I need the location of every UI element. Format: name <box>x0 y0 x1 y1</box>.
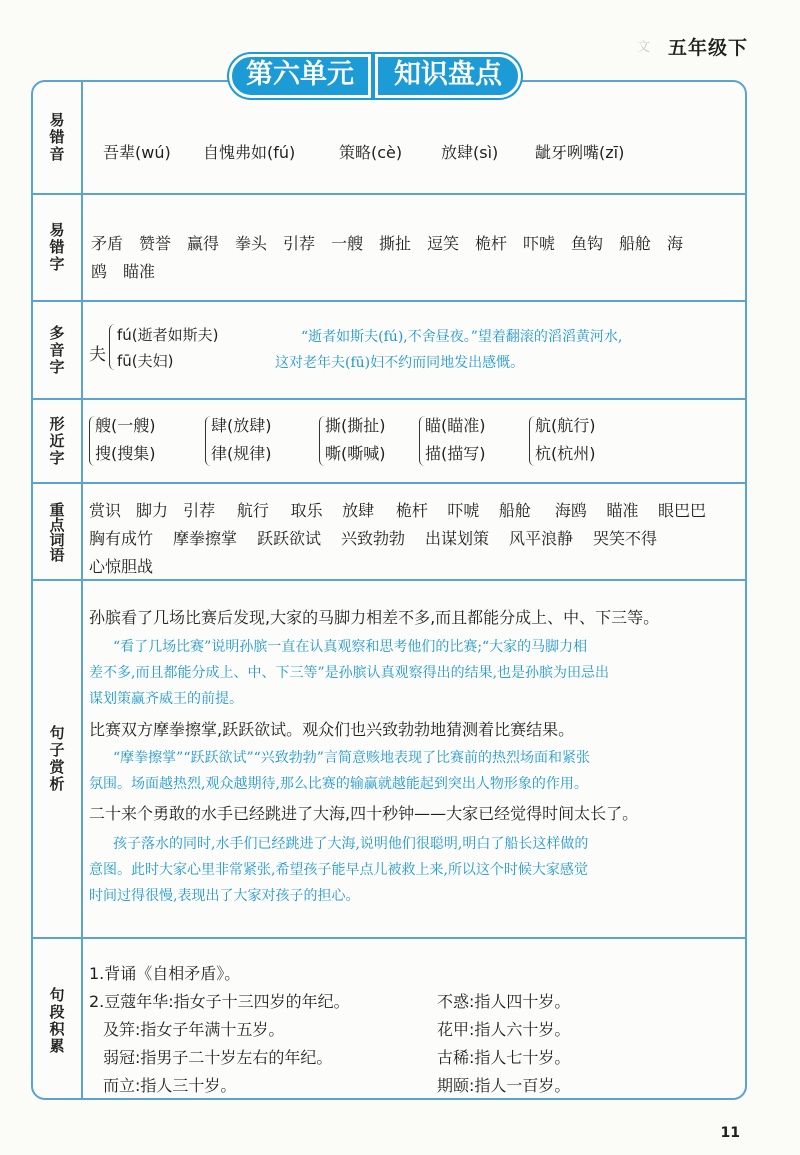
key-phrase: 跃跃欲试 <box>257 529 322 548</box>
sentence-note: 谋划策赢齐威王的前提。 <box>89 691 243 707</box>
section-label: 多音字 <box>33 302 83 398</box>
pronunciation-item: 放肆(sì) <box>441 143 499 162</box>
pronunciation-item: 策略(cè) <box>339 143 403 162</box>
content-frame <box>31 80 747 1100</box>
key-phrase: 引荐 <box>183 501 216 520</box>
sentence-text: 比赛双方摩拳擦掌,跃跃欲试。观众们也兴致勃勃地猜测着比赛结果。 <box>89 720 575 739</box>
wrong-char-word: 引荐 <box>283 234 316 253</box>
sentence-note: 孩子落水的同时,水手们已经跳进了大海,说明他们很聪明,明白了船长这样做的 <box>113 836 589 852</box>
similar-char-pair: 撕(撕扯) <box>325 416 386 435</box>
sentence-note: 差不多,而且都能分成上、中、下三等”是孙膑认真观察得出的结果,也是孙膑为田忌出 <box>89 665 610 681</box>
key-phrase: 风平浪静 <box>509 529 574 548</box>
accumulation-item: 1.背诵《自相矛盾》。 <box>89 964 241 983</box>
sentence-text: 孙膑看了几场比赛后发现,大家的马脚力相差不多,而且都能分成上、中、下三等。 <box>89 608 660 627</box>
section-label: 句子赏析 <box>33 581 83 937</box>
wrong-char-word: 鱼钩 <box>571 234 604 253</box>
key-phrase: 赏识 <box>89 501 122 520</box>
similar-char-pair: 艘(一艘) <box>95 416 156 435</box>
section-characters <box>33 195 745 302</box>
key-phrase: 航行 <box>236 501 269 520</box>
accumulation-item: 花甲:指人六十岁。 <box>437 1020 571 1039</box>
section-polyphonic <box>33 302 745 400</box>
similar-char-pair: 嘶(嘶喊) <box>325 444 386 463</box>
pronunciation-item: 自愧弗如(fú) <box>203 143 296 162</box>
key-phrase: 哭笑不得 <box>593 529 658 548</box>
section-similar-chars <box>33 400 745 484</box>
key-phrase: 瞄准 <box>606 501 639 520</box>
title-topic: 知识盘点 <box>375 54 521 98</box>
key-phrase: 吓唬 <box>447 501 480 520</box>
polyphonic-example: 这对老年夫(fū)妇不约而同地发出感慨。 <box>275 355 525 371</box>
pronunciation-item: 吾辈(wú) <box>103 143 171 162</box>
sentence-note: “看了几场比赛”说明孙膑一直在认真观察和思考他们的比赛;“大家的马脚力相 <box>113 639 588 655</box>
section-accumulation <box>33 939 745 1100</box>
brace-icon <box>109 324 116 370</box>
key-phrase: 兴致勃勃 <box>341 529 406 548</box>
wrong-char-word: 鸥 <box>91 262 108 281</box>
key-phrase: 摩拳擦掌 <box>173 529 238 548</box>
wrong-char-word: 矛盾 <box>91 234 124 253</box>
wrong-char-word: 逗笑 <box>427 234 460 253</box>
accumulation-item: 不惑:指人四十岁。 <box>437 992 571 1011</box>
sentence-note: “摩拳擦掌”“跃跃欲试”“兴致勃勃”言简意赅地表现了比赛前的热烈场面和紧张 <box>113 750 590 766</box>
key-phrase: 船舱 <box>498 501 531 520</box>
similar-char-pair: 杭(杭州) <box>535 444 596 463</box>
wrong-char-word: 撕扯 <box>379 234 412 253</box>
section-key-phrases <box>33 484 745 581</box>
sentence-note: 氛围。场面越热烈,观众越期待,那么比赛的输赢就越能起到突出人物形象的作用。 <box>89 776 588 792</box>
wrong-char-word: 海 <box>667 234 684 253</box>
accumulation-item: 而立:指人三十岁。 <box>103 1076 237 1095</box>
wrong-char-word: 瞄准 <box>123 262 156 281</box>
faded-header-text: 文 <box>636 40 650 55</box>
similar-char-pair: 描(描写) <box>425 444 486 463</box>
key-phrase: 海鸥 <box>554 501 587 520</box>
key-phrase: 胸有成竹 <box>89 529 154 548</box>
similar-char-pair: 航(航行) <box>535 416 596 435</box>
similar-char-pair: 律(规律) <box>211 444 272 463</box>
wrong-char-word: 吓唬 <box>523 234 556 253</box>
wrong-char-word: 赢得 <box>187 234 220 253</box>
sentence-note: 时间过得很慢,表现出了大家对孩子的担心。 <box>89 888 360 904</box>
sentence-note: 意图。此时大家心里非常紧张,希望孩子能早点儿被救上来,所以这个时候大家感觉 <box>89 862 588 878</box>
wrong-char-word: 赞誉 <box>139 234 172 253</box>
accumulation-item: 古稀:指人七十岁。 <box>437 1048 571 1067</box>
wrong-char-word: 桅杆 <box>475 234 508 253</box>
grade-label: 五年级下 <box>667 37 748 59</box>
sentence-text: 二十来个勇敢的水手已经跳进了大海,四十秒钟——大家已经觉得时间太长了。 <box>89 804 639 823</box>
similar-char-pair: 搜(搜集) <box>95 444 156 463</box>
polyphonic-reading: fū(夫妇) <box>117 352 174 370</box>
accumulation-item: 及笄:指女子年满十五岁。 <box>103 1020 285 1039</box>
section-sentence-analysis <box>33 581 745 939</box>
accumulation-item: 2.豆蔻年华:指女子十三四岁的年纪。 <box>89 992 350 1011</box>
accumulation-item: 期颐:指人一百岁。 <box>437 1076 571 1095</box>
wrong-char-word: 一艘 <box>331 234 364 253</box>
key-phrase: 心惊胆战 <box>89 557 154 576</box>
key-phrase: 放肆 <box>342 501 375 520</box>
key-phrase: 出谋划策 <box>425 529 490 548</box>
key-phrase: 桅杆 <box>395 501 428 520</box>
key-phrase: 脚力 <box>136 501 169 520</box>
key-phrase: 眼巴巴 <box>657 501 706 520</box>
section-label: 重点词语 <box>33 484 83 579</box>
wrong-char-word: 拳头 <box>235 234 268 253</box>
section-label: 易错音 <box>33 82 83 193</box>
similar-char-pair: 瞄(瞄准) <box>425 416 486 435</box>
section-pronunciation <box>33 82 745 195</box>
pronunciation-item: 龇牙咧嘴(zī) <box>535 143 625 162</box>
key-phrase: 取乐 <box>290 501 323 520</box>
section-label: 形近字 <box>33 400 83 482</box>
similar-char-pair: 肆(放肆) <box>211 416 272 435</box>
section-label: 句段积累 <box>33 939 83 1100</box>
accumulation-item: 弱冠:指男子二十岁左右的年纪。 <box>103 1048 333 1067</box>
polyphonic-reading: fú(逝者如斯夫) <box>117 326 219 344</box>
page-title <box>229 54 521 98</box>
wrong-char-word: 船舱 <box>619 234 652 253</box>
page-number: 11 <box>720 1125 740 1141</box>
polyphonic-example: “逝者如斯夫(fú),不舍昼夜。”望着翻滚的滔滔黄河水, <box>301 329 623 345</box>
section-label: 易错字 <box>33 195 83 300</box>
title-unit: 第六单元 <box>229 54 371 98</box>
polyphonic-char: 夫 <box>89 345 106 365</box>
